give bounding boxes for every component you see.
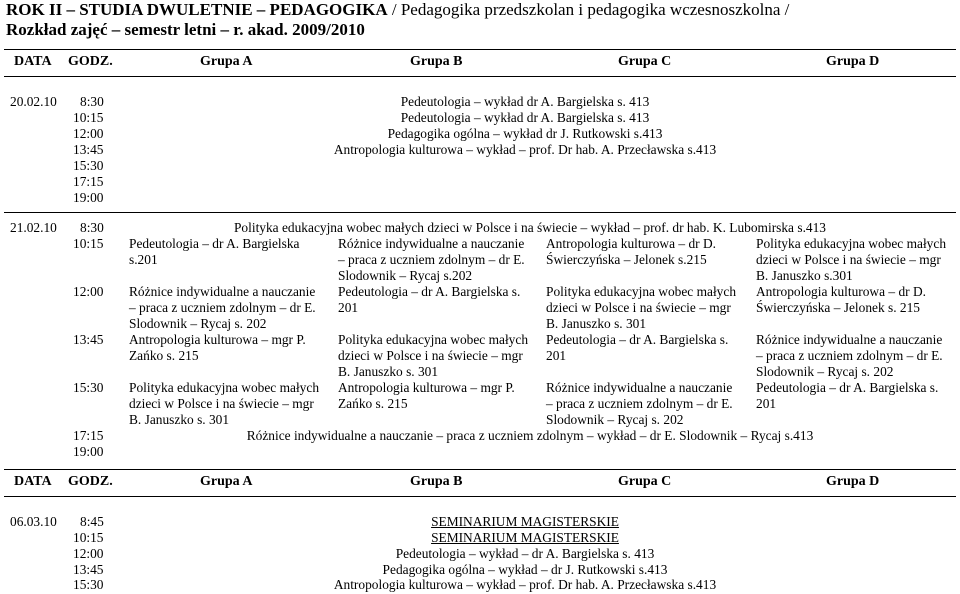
day1-text-3: Antropologia kulturowa – wykład – prof. Dr hab. A. Przecławska s.413 (333, 142, 717, 157)
cell-d-1530-l1: Pedeutologia – dr A. Bargielska s. (756, 380, 939, 395)
col-grupa-a: Grupa A (200, 54, 253, 69)
day1-time-3: 13:45 (73, 142, 104, 157)
cell-b-1015-l1: Różnice indywidualne a nauczanie (338, 236, 525, 251)
cell-a-1200-l3: Slodownik – Rycaj s. 202 (129, 316, 267, 331)
cell-a-1200-l2: – praca z uczniem zdolnym – dr E. (129, 300, 316, 315)
cell-b-1345-l1: Polityka edukacyjna wobec małych (338, 332, 529, 347)
day2-time-1345: 13:45 (73, 332, 104, 347)
day1-time-5: 17:15 (73, 174, 104, 189)
cell-b-1015-l2: – praca z uczniem zdolnym – dr E. (338, 252, 525, 267)
day3-time-4: 15:30 (73, 577, 104, 592)
day1-text-0: Pedeutologia – wykład dr A. Bargielska s. 413 (400, 94, 650, 109)
cell-c-1530-l1: Różnice indywidualne a nauczanie (546, 380, 733, 395)
day2-time-1200: 12:00 (73, 284, 104, 299)
cell-d-1345-l2: – praca z uczniem zdolnym – dr E. (756, 348, 943, 363)
day1-date: 20.02.10 (10, 94, 57, 109)
col-grupa-a-2: Grupa A (200, 474, 253, 489)
cell-c-1200-l1: Polityka edukacyjna wobec małych (546, 284, 737, 299)
day3-text-3: Pedagogika ogólna – wykład – dr J. Rutkowski s.413 (382, 562, 668, 577)
col-grupa-c-2: Grupa C (618, 474, 672, 489)
cell-c-1015-l2: Świerczyńska – Jelonek s.215 (546, 252, 707, 267)
day3-text-4: Antropologia kulturowa – wykład – prof. Dr hab. A. Przecławska s.413 (333, 577, 717, 592)
day3-time-3: 13:45 (73, 562, 104, 577)
day3-text-2: Pedeutologia – wykład – dr A. Bargielska s. 413 (395, 546, 655, 561)
day3-time-2: 12:00 (73, 546, 104, 561)
day2-time-1900: 19:00 (73, 444, 104, 459)
cell-c-1200-l3: B. Januszko s. 301 (546, 316, 647, 331)
cell-b-1200-l2: 201 (338, 300, 359, 315)
cell-b-1200-l1: Pedeutologia – dr A. Bargielska s. (338, 284, 521, 299)
day2-text-first: Polityka edukacyjna wobec małych dzieci w Polsce i na świecie – wykład – prof. dr hab. K. Lubomirska s.413 (233, 220, 826, 235)
divider (4, 212, 956, 213)
cell-c-1200-l2: dzieci w Polsce i na świecie – mgr (546, 300, 731, 315)
cell-a-1015-l1: Pedeutologia – dr A. Bargielska (129, 236, 300, 251)
cell-a-1345-l2: Zańko s. 215 (129, 348, 199, 363)
column-header-row (4, 49, 956, 77)
cell-d-1530-l2: 201 (756, 396, 777, 411)
day3-time-0: 8:45 (80, 514, 104, 529)
day1-text-1: Pedeutologia – wykład dr A. Bargielska s. 413 (400, 110, 650, 125)
cell-a-1200-l1: Różnice indywidualne a nauczanie (129, 284, 316, 299)
day3-date: 06.03.10 (10, 514, 57, 529)
cell-d-1200-l2: Świerczyńska – Jelonek s. 215 (756, 300, 921, 315)
cell-c-1345-l1: Pedeutologia – dr A. Bargielska s. (546, 332, 729, 347)
day3-time-1: 10:15 (73, 530, 104, 545)
day1-time-4: 15:30 (73, 158, 104, 173)
col-grupa-b: Grupa B (410, 54, 463, 69)
day2-time-first: 8:30 (80, 220, 104, 235)
col-grupa-d: Grupa D (826, 54, 880, 69)
day2-time-1530: 15:30 (73, 380, 104, 395)
cell-d-1345-l1: Różnice indywidualne a nauczanie (756, 332, 943, 347)
cell-b-1530-l2: Zańko s. 215 (338, 396, 408, 411)
cell-b-1345-l2: dzieci w Polsce i na świecie – mgr (338, 348, 523, 363)
cell-a-1015-l2: s.201 (129, 252, 158, 267)
cell-c-1345-l2: 201 (546, 348, 567, 363)
cell-c-1015-l1: Antropologia kulturowa – dr D. (546, 236, 716, 251)
day2-time-1015: 10:15 (73, 236, 104, 251)
cell-a-1530-l2: dzieci w Polsce i na świecie – mgr (129, 396, 314, 411)
cell-d-1015-l3: B. Januszko s.301 (756, 268, 853, 283)
day3-text-0: SEMINARIUM MAGISTERSKIE (431, 514, 619, 529)
cell-d-1015-l1: Polityka edukacyjna wobec małych (756, 236, 947, 251)
cell-c-1530-l3: Slodownik – Rycaj s. 202 (546, 412, 684, 427)
cell-a-1530-l3: B. Januszko s. 301 (129, 412, 230, 427)
cell-b-1530-l1: Antropologia kulturowa – mgr P. (338, 380, 515, 395)
col-grupa-d-2: Grupa D (826, 474, 880, 489)
col-data: DATA (14, 54, 52, 69)
day1-time-0: 8:30 (80, 94, 104, 109)
title-bold: ROK II – STUDIA DWULETNIE – PEDAGOGIKA (6, 0, 388, 19)
day1-time-1: 10:15 (73, 110, 104, 125)
cell-b-1015-l3: Slodownik – Rycaj s.202 (338, 268, 473, 283)
day1-time-2: 12:00 (73, 126, 104, 141)
column-header-row-2 (4, 469, 956, 497)
cell-b-1345-l3: B. Januszko s. 301 (338, 364, 439, 379)
cell-d-1345-l3: Slodownik – Rycaj s. 202 (756, 364, 894, 379)
cell-d-1015-l2: dzieci w Polsce i na świecie – mgr (756, 252, 941, 267)
day3-text-1: SEMINARIUM MAGISTERSKIE (431, 530, 619, 545)
col-grupa-b-2: Grupa B (410, 474, 463, 489)
title-semester: Rozkład zajęć – semestr letni – r. akad. 2009/2010 (6, 20, 365, 39)
col-godz: GODZ. (68, 54, 113, 69)
day2-date: 21.02.10 (10, 220, 57, 235)
col-grupa-c: Grupa C (618, 54, 672, 69)
cell-c-1530-l2: – praca z uczniem zdolnym – dr E. (546, 396, 733, 411)
day2-time-1715: 17:15 (73, 428, 104, 443)
col-data-2: DATA (14, 474, 52, 489)
cell-a-1345-l1: Antropologia kulturowa – mgr P. (129, 332, 306, 347)
col-godz-2: GODZ. (68, 474, 113, 489)
day1-time-6: 19:00 (73, 190, 104, 205)
document-title (6, 0, 789, 40)
cell-d-1200-l1: Antropologia kulturowa – dr D. (756, 284, 926, 299)
day1-text-2: Pedagogika ogólna – wykład dr J. Rutkowski s.413 (387, 126, 663, 141)
day2-text-1715: Różnice indywidualne a nauczanie – praca z uczniem zdolnym – wykład – dr E. Slodownik – Rycaj s.413 (246, 428, 814, 443)
title-rest: / Pedagogika przedszkolan i pedagogika wczesnoszkolna / (387, 0, 790, 19)
cell-a-1530-l1: Polityka edukacyjna wobec małych (129, 380, 320, 395)
